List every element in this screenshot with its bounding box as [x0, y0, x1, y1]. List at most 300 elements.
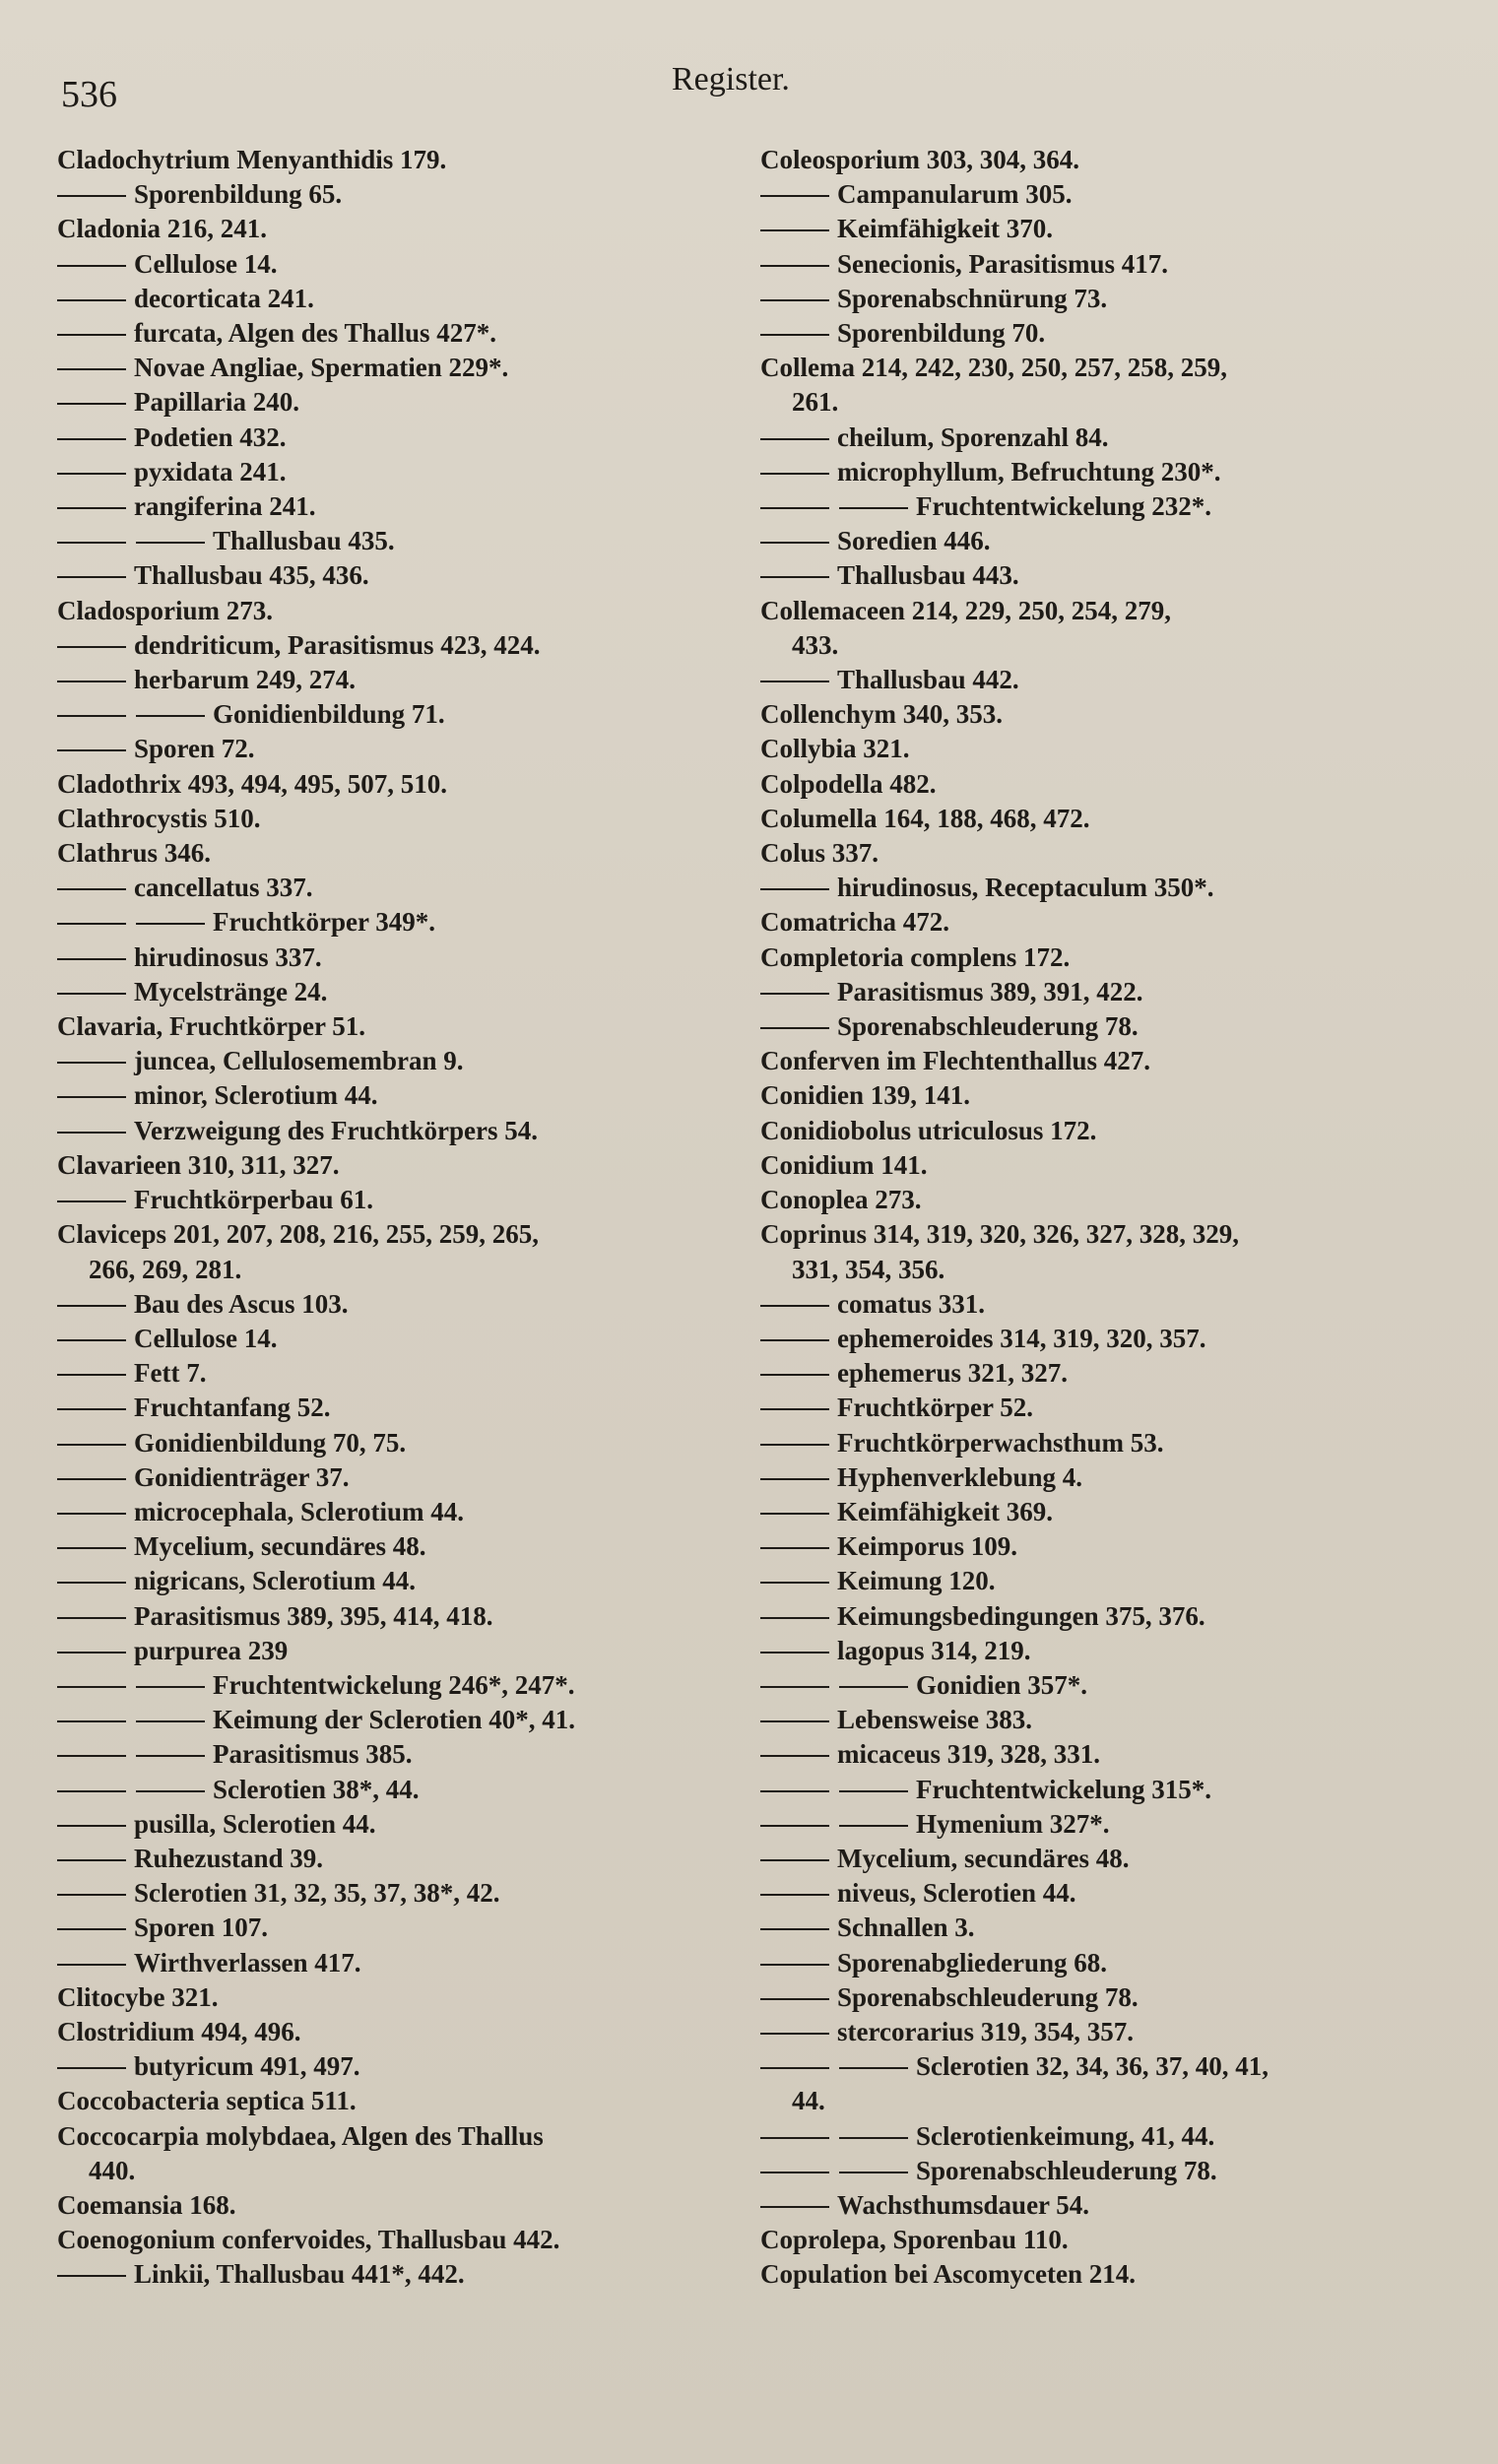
entry-text: Coccobacteria septica 511.: [57, 2086, 357, 2116]
entry-text: Mycelstränge 24.: [134, 976, 328, 1006]
ditto-dash: [57, 1686, 126, 1688]
ditto-dash: [760, 1547, 829, 1549]
ditto-dash: [760, 1928, 829, 1930]
index-entry: [760, 1078, 1450, 1113]
ditto-dash: [57, 299, 126, 301]
index-subentry: [57, 421, 747, 455]
index-subentry: [760, 1737, 1450, 1772]
index-subentry: [760, 247, 1450, 282]
index-subentry: [57, 1183, 747, 1217]
ditto-dash: [760, 1825, 829, 1827]
index-subentry: [760, 663, 1450, 697]
index-subentry: [57, 1287, 747, 1322]
index-subentry: [57, 1426, 747, 1460]
ditto-dash: [57, 1096, 126, 1098]
index-subentry: [760, 1703, 1450, 1737]
entry-text: comatus 331.: [837, 1288, 985, 1319]
index-subentry: [57, 524, 747, 558]
index-entry: [760, 1217, 1450, 1252]
index-subentry: [760, 1495, 1450, 1529]
index-subentry: [760, 1634, 1450, 1668]
index-subentry: [57, 385, 747, 420]
ditto-dash: [136, 715, 205, 717]
ditto-dash: [57, 1720, 126, 1722]
entry-text: Clostridium 494, 496.: [57, 2016, 301, 2046]
index-subentry: [57, 975, 747, 1009]
index-subentry: [57, 1356, 747, 1391]
index-entry: [57, 802, 747, 836]
ditto-dash: [57, 1825, 126, 1827]
index-entry: [57, 767, 747, 802]
entry-text: dendriticum, Parasitismus 423, 424.: [134, 629, 541, 660]
ditto-dash: [57, 1964, 126, 1966]
entry-text: Parasitismus 389, 391, 422.: [837, 976, 1143, 1006]
entry-text: Keimung 120.: [837, 1566, 996, 1596]
ditto-dash: [57, 368, 126, 370]
index-subentry: [760, 212, 1450, 246]
index-subentry: [57, 1737, 747, 1772]
ditto-dash: [839, 1686, 908, 1688]
index-entry: [760, 594, 1450, 628]
entry-text: Fruchtentwickelung 246*, 247*.: [213, 1669, 575, 1700]
entry-text: Cladonia 216, 241.: [57, 214, 268, 244]
ditto-dash: [57, 1132, 126, 1134]
entry-text: Papillaria 240.: [134, 387, 299, 418]
ditto-dash: [760, 1686, 829, 1688]
ditto-dash: [57, 888, 126, 890]
index-entry: [57, 836, 747, 871]
entry-text: Colpodella 482.: [760, 768, 937, 799]
ditto-dash: [136, 923, 205, 925]
entry-text: pyxidata 241.: [134, 456, 287, 486]
entry-text: Soredien 446.: [837, 526, 991, 556]
ditto-dash: [760, 1617, 829, 1619]
entry-text: Wirthverlassen 417.: [134, 1947, 361, 1978]
index-entry: [760, 1114, 1450, 1148]
index-subentry: [57, 871, 747, 905]
index-subentry: [57, 1114, 747, 1148]
entry-text: Sclerotien 38*, 44.: [213, 1774, 420, 1804]
index-entry: [57, 2119, 747, 2154]
index-entry: [760, 1044, 1450, 1078]
index-subentry: [760, 1668, 1450, 1703]
entry-text: Lebensweise 383.: [837, 1705, 1032, 1735]
index-subentry: [57, 1668, 747, 1703]
index-subentry: [760, 558, 1450, 593]
ditto-dash: [57, 438, 126, 440]
entry-text: microphyllum, Befruchtung 230*.: [837, 456, 1221, 486]
entry-text: Clathrus 346.: [57, 838, 212, 869]
entry-text: Sporenbildung 65.: [134, 179, 343, 210]
ditto-dash: [57, 646, 126, 648]
index-subentry: [57, 1044, 747, 1078]
index-entry: [57, 594, 747, 628]
entry-text: microcephala, Sclerotium 44.: [134, 1496, 464, 1526]
ditto-dash: [57, 1513, 126, 1515]
entry-text: Fruchtkörper 349*.: [213, 907, 435, 938]
index-subentry: [57, 351, 747, 385]
ditto-dash: [57, 715, 126, 717]
index-subentry: [57, 1460, 747, 1495]
index-entry-continuation: [57, 1253, 747, 1287]
index-subentry: [57, 1773, 747, 1807]
ditto-dash: [57, 1894, 126, 1896]
ditto-dash: [57, 958, 126, 960]
entry-text: Collema 214, 242, 230, 250, 257, 258, 259,: [760, 353, 1227, 383]
ditto-dash: [57, 923, 126, 925]
ditto-dash: [760, 1790, 829, 1792]
index-subentry: [57, 247, 747, 282]
entry-text: Claviceps 201, 207, 208, 216, 255, 259, 265,: [57, 1219, 539, 1250]
index-entry: [760, 2257, 1450, 2292]
index-entry: [57, 2223, 747, 2257]
ditto-dash: [57, 1790, 126, 1792]
index-subentry: [760, 1009, 1450, 1044]
ditto-dash: [760, 1513, 829, 1515]
index-subentry: [760, 455, 1450, 489]
index-column-left: [57, 143, 747, 2293]
entry-text: stercorarius 319, 354, 357.: [837, 2016, 1134, 2046]
index-entry: [760, 143, 1450, 177]
ditto-dash: [57, 1755, 126, 1757]
entry-text: Fruchtanfang 52.: [134, 1393, 331, 1423]
entry-text: Conoplea 273.: [760, 1185, 922, 1215]
index-subentry: [57, 455, 747, 489]
ditto-dash: [760, 888, 829, 890]
ditto-dash: [760, 1408, 829, 1410]
ditto-dash: [760, 473, 829, 475]
index-entry: [57, 1009, 747, 1044]
index-entry-continuation: [760, 628, 1450, 663]
index-subentry: [57, 1078, 747, 1113]
ditto-dash: [57, 1478, 126, 1480]
entry-text: Clavarieen 310, 311, 327.: [57, 1149, 340, 1180]
index-entry-continuation: [760, 385, 1450, 420]
entry-text: Sporenabschleuderung 78.: [916, 2155, 1217, 2185]
entry-text: Keimporus 109.: [837, 1531, 1018, 1562]
ditto-dash: [760, 1305, 829, 1307]
index-subentry: [760, 1391, 1450, 1425]
ditto-dash: [57, 403, 126, 405]
ditto-dash: [57, 1547, 126, 1549]
entry-text: Keimungsbedingungen 375, 376.: [837, 1600, 1205, 1631]
ditto-dash: [136, 1686, 205, 1688]
index-subentry: [760, 1807, 1450, 1842]
entry-text: Clathrocystis 510.: [57, 803, 261, 833]
entry-text: cancellatus 337.: [134, 873, 313, 903]
entry-text: Parasitismus 385.: [213, 1739, 413, 1770]
entry-text: Fruchtentwickelung 232*.: [916, 491, 1211, 522]
index-subentry: [57, 628, 747, 663]
entry-text: Bau des Ascus 103.: [134, 1288, 349, 1319]
ditto-dash: [57, 1617, 126, 1619]
entry-text: Podetien 432.: [134, 421, 287, 452]
index-subentry: [57, 697, 747, 732]
entry-text: Schnallen 3.: [837, 1913, 975, 1943]
ditto-dash: [760, 507, 829, 509]
entry-text: Colus 337.: [760, 838, 879, 869]
ditto-dash: [839, 2137, 908, 2139]
entry-text: Thallusbau 442.: [837, 665, 1019, 695]
entry-text: 44.: [792, 2086, 825, 2116]
index-entry: [57, 2015, 747, 2049]
ditto-dash: [57, 473, 126, 475]
page-header: [0, 61, 1498, 120]
entry-text: Sporenabschleuderung 78.: [837, 1981, 1139, 2012]
entry-text: cheilum, Sporenzahl 84.: [837, 421, 1109, 452]
entry-text: Linkii, Thallusbau 441*, 442.: [134, 2259, 465, 2290]
ditto-dash: [57, 507, 126, 509]
entry-text: Cladosporium 273.: [57, 595, 274, 625]
ditto-dash: [760, 2033, 829, 2035]
entry-text: Cellulose 14.: [134, 248, 278, 279]
entry-text: Wachsthumsdauer 54.: [837, 2189, 1090, 2220]
ditto-dash: [760, 542, 829, 544]
entry-text: Senecionis, Parasitismus 417.: [837, 248, 1169, 279]
index-entry: [760, 940, 1450, 975]
entry-text: Completoria complens 172.: [760, 941, 1071, 972]
ditto-dash: [57, 1582, 126, 1584]
ditto-dash: [136, 1720, 205, 1722]
ditto-dash: [760, 681, 829, 682]
ditto-dash: [57, 1339, 126, 1341]
index-subentry: [760, 1426, 1450, 1460]
index-entry: [57, 1980, 747, 2015]
index-subentry: [57, 1807, 747, 1842]
entry-text: Sclerotien 31, 32, 35, 37, 38*, 42.: [134, 1878, 500, 1909]
index-subentry: [57, 1842, 747, 1876]
entry-text: ephemerus 321, 327.: [837, 1358, 1068, 1389]
ditto-dash: [57, 1928, 126, 1930]
index-subentry: [760, 1356, 1450, 1391]
index-subentry: [760, 421, 1450, 455]
index-subentry: [760, 2015, 1450, 2049]
ditto-dash: [57, 1652, 126, 1653]
ditto-dash: [760, 2206, 829, 2208]
ditto-dash: [57, 576, 126, 578]
index-entry: [57, 1217, 747, 1252]
ditto-dash: [57, 749, 126, 751]
entry-text: Fett 7.: [134, 1358, 207, 1389]
ditto-dash: [760, 2137, 829, 2139]
index-subentry: [57, 1946, 747, 1980]
index-subentry: [760, 1980, 1450, 2015]
ditto-dash: [760, 1027, 829, 1029]
entry-text: Thallusbau 443.: [837, 560, 1019, 591]
index-subentry: [760, 2154, 1450, 2188]
index-entry-continuation: [760, 1253, 1450, 1287]
ditto-dash: [760, 1582, 829, 1584]
ditto-dash: [57, 1859, 126, 1861]
entry-text: rangiferina 241.: [134, 491, 316, 522]
ditto-dash: [839, 2172, 908, 2173]
entry-text: Coemansia 168.: [57, 2189, 236, 2220]
index-subentry: [760, 524, 1450, 558]
index-entry-continuation: [57, 2154, 747, 2188]
entry-text: Hymenium 327*.: [916, 1808, 1110, 1839]
index-subentry: [760, 2188, 1450, 2223]
entry-text: purpurea 239: [134, 1635, 289, 1665]
entry-text: 433.: [792, 629, 839, 660]
index-entry: [57, 2188, 747, 2223]
entry-text: Cladochytrium Menyanthidis 179.: [57, 145, 447, 174]
entry-text: Collybia 321.: [760, 734, 910, 764]
index-entry: [760, 1148, 1450, 1183]
index-entry: [760, 802, 1450, 836]
ditto-dash: [760, 1720, 829, 1722]
entry-text: Columella 164, 188, 468, 472.: [760, 803, 1090, 833]
ditto-dash: [760, 2067, 829, 2069]
index-entry: [760, 905, 1450, 940]
index-entry: [760, 351, 1450, 385]
ditto-dash: [57, 334, 126, 336]
entry-text: Thallusbau 435.: [213, 526, 395, 556]
entry-text: Sporen 107.: [134, 1913, 269, 1943]
index-subentry: [57, 1322, 747, 1356]
entry-text: Fruchtentwickelung 315*.: [916, 1774, 1211, 1804]
entry-text: Conidien 139, 141.: [760, 1080, 971, 1111]
entry-text: Gonidienbildung 71.: [213, 699, 445, 730]
ditto-dash: [839, 507, 908, 509]
ditto-dash: [839, 2067, 908, 2069]
index-subentry: [57, 558, 747, 593]
entry-text: Sclerotienkeimung, 41, 44.: [916, 2120, 1215, 2151]
entry-text: Coenogonium confervoides, Thallusbau 442.: [57, 2225, 560, 2255]
entry-text: Coprinus 314, 319, 320, 326, 327, 328, 329,: [760, 1219, 1240, 1250]
entry-text: Mycelium, secundäres 48.: [837, 1843, 1130, 1873]
index-subentry: [760, 1529, 1450, 1564]
ditto-dash: [57, 1200, 126, 1202]
ditto-dash: [57, 265, 126, 267]
entry-text: Coccocarpia molybdaea, Algen des Thallus: [57, 2120, 544, 2151]
page-number: 536: [61, 74, 117, 115]
entry-text: hirudinosus 337.: [134, 941, 322, 972]
entry-text: Conidiobolus utriculosus 172.: [760, 1115, 1097, 1145]
ditto-dash: [136, 1790, 205, 1792]
entry-text: Clitocybe 321.: [57, 1981, 219, 2012]
index-subentry: [57, 489, 747, 524]
index-subentry: [760, 2049, 1450, 2084]
index-subentry: [760, 1773, 1450, 1807]
index-subentry: [760, 1946, 1450, 1980]
index-subentry: [57, 1529, 747, 1564]
entry-text: micaceus 319, 328, 331.: [837, 1739, 1100, 1770]
index-subentry: [760, 975, 1450, 1009]
index-subentry: [57, 732, 747, 766]
index-subentry: [760, 1599, 1450, 1634]
index-subentry: [57, 663, 747, 697]
entry-text: pusilla, Sclerotien 44.: [134, 1808, 376, 1839]
ditto-dash: [760, 1755, 829, 1757]
entry-text: Campanularum 305.: [837, 179, 1073, 210]
index-subentry: [760, 1460, 1450, 1495]
index-subentry: [760, 871, 1450, 905]
index-subentry: [760, 1322, 1450, 1356]
ditto-dash: [57, 2067, 126, 2069]
entry-text: Gonidienträger 37.: [134, 1461, 350, 1492]
ditto-dash: [760, 334, 829, 336]
entry-text: lagopus 314, 219.: [837, 1635, 1031, 1665]
ditto-dash: [760, 1652, 829, 1653]
ditto-dash: [57, 1062, 126, 1064]
entry-text: Conidium 141.: [760, 1149, 928, 1180]
ditto-dash: [57, 1408, 126, 1410]
entry-text: minor, Sclerotium 44.: [134, 1080, 378, 1111]
index-entry-continuation: [760, 2084, 1450, 2118]
ditto-dash: [760, 229, 829, 231]
ditto-dash: [136, 1755, 205, 1757]
entry-text: Thallusbau 435, 436.: [134, 560, 369, 591]
ditto-dash: [57, 993, 126, 995]
entry-text: Sporenabgliederung 68.: [837, 1947, 1108, 1978]
ditto-dash: [760, 1998, 829, 2000]
ditto-dash: [760, 993, 829, 995]
ditto-dash: [760, 1374, 829, 1376]
ditto-dash: [760, 299, 829, 301]
index-subentry: [57, 1911, 747, 1945]
index-entry: [760, 836, 1450, 871]
entry-text: Keimung der Sclerotien 40*, 41.: [213, 1705, 575, 1735]
entry-text: Sclerotien 32, 34, 36, 37, 40, 41,: [916, 2051, 1269, 2082]
index-column-right: [760, 143, 1450, 2293]
index-subentry: [57, 1599, 747, 1634]
entry-text: Parasitismus 389, 395, 414, 418.: [134, 1600, 493, 1631]
entry-text: Cladothrix 493, 494, 495, 507, 510.: [57, 768, 448, 799]
index-subentry: [760, 1911, 1450, 1945]
index-subentry: [57, 905, 747, 940]
entry-text: ephemeroides 314, 319, 320, 357.: [837, 1323, 1206, 1353]
ditto-dash: [57, 2275, 126, 2277]
entry-text: 440.: [89, 2155, 136, 2185]
entry-text: Collemaceen 214, 229, 250, 254, 279,: [760, 595, 1171, 625]
index-entry: [760, 2223, 1450, 2257]
index-subentry: [760, 316, 1450, 351]
index-subentry: [57, 2257, 747, 2292]
index-subentry: [57, 1634, 747, 1668]
ditto-dash: [57, 681, 126, 682]
entry-text: Copulation bei Ascomyceten 214.: [760, 2259, 1136, 2290]
ditto-dash: [57, 1444, 126, 1446]
entry-text: Ruhezustand 39.: [134, 1843, 324, 1873]
entry-text: Coleosporium 303, 304, 364.: [760, 145, 1079, 174]
ditto-dash: [57, 1305, 126, 1307]
entry-text: Gonidienbildung 70, 75.: [134, 1427, 407, 1458]
ditto-dash: [57, 195, 126, 197]
index-entry: [760, 1183, 1450, 1217]
ditto-dash: [760, 576, 829, 578]
entry-text: Sporenabschleuderung 78.: [837, 1011, 1139, 1042]
index-entry: [760, 767, 1450, 802]
index-subentry: [760, 2119, 1450, 2154]
ditto-dash: [760, 1894, 829, 1896]
entry-text: Sporenbildung 70.: [837, 318, 1046, 349]
entry-text: 261.: [792, 387, 839, 418]
entry-text: hirudinosus, Receptaculum 350*.: [837, 873, 1214, 903]
ditto-dash: [760, 438, 829, 440]
entry-text: Clavaria, Fruchtkörper 51.: [57, 1011, 365, 1042]
entry-text: Verzweigung des Fruchtkörpers 54.: [134, 1115, 538, 1145]
ditto-dash: [839, 1790, 908, 1792]
index-subentry: [57, 1495, 747, 1529]
entry-text: Fruchtkörper 52.: [837, 1393, 1033, 1423]
index-subentry: [760, 177, 1450, 212]
index-subentry: [57, 282, 747, 316]
entry-text: furcata, Algen des Thallus 427*.: [134, 318, 497, 349]
entry-text: Cellulose 14.: [134, 1323, 278, 1353]
index-subentry: [760, 489, 1450, 524]
entry-text: 266, 269, 281.: [89, 1254, 242, 1284]
entry-text: niveus, Sclerotien 44.: [837, 1878, 1076, 1909]
